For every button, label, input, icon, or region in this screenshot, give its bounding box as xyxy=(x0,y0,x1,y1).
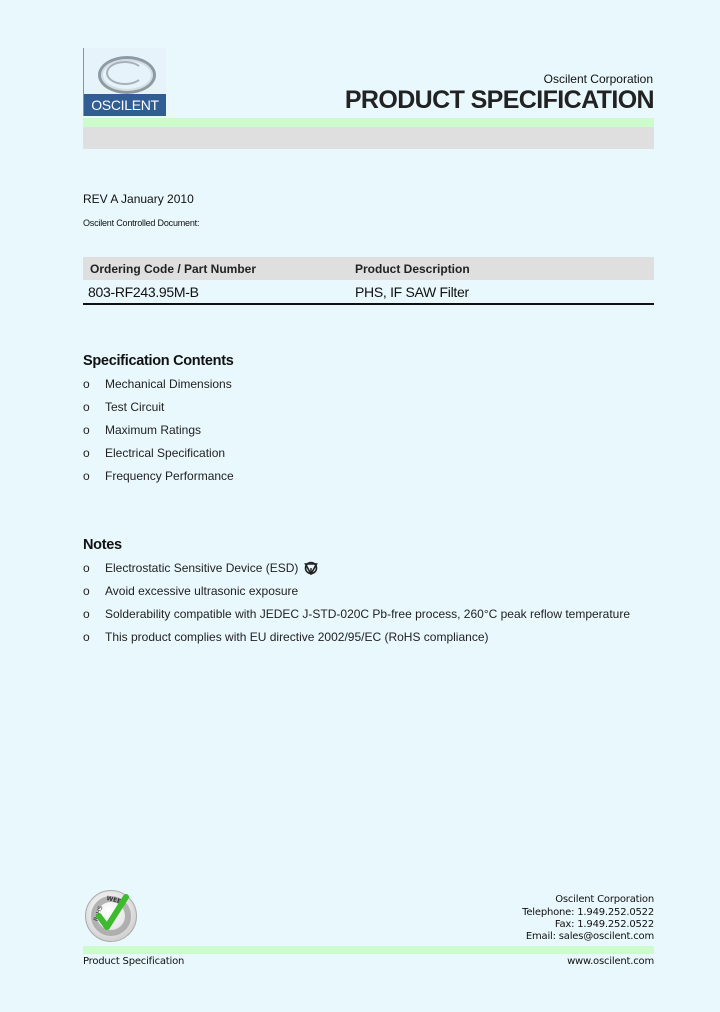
table-header-description: Product Description xyxy=(355,262,470,276)
contents-item-label: Mechanical Dimensions xyxy=(105,377,232,391)
notes-item xyxy=(83,630,489,644)
rohs-weee-compliant-badge xyxy=(85,890,137,942)
bullet: o xyxy=(83,446,90,460)
bullet: o xyxy=(83,561,90,575)
notes-item-label: Electrostatic Sensitive Device (ESD) xyxy=(105,561,299,575)
bullet: o xyxy=(83,584,90,598)
contents-item xyxy=(83,400,164,414)
contents-item-label: Test Circuit xyxy=(105,400,165,414)
checkmark-icon xyxy=(86,891,136,941)
bullet: o xyxy=(83,400,90,414)
company-name: Oscilent Corporation xyxy=(543,72,653,86)
notes-item xyxy=(83,561,318,575)
revision-text: REV A January 2010 xyxy=(83,192,194,206)
notes-item-label: Avoid excessive ultrasonic exposure xyxy=(105,584,299,598)
footer-green-band xyxy=(83,946,654,954)
bullet: o xyxy=(83,630,90,644)
footer-label: Product Specification xyxy=(83,956,185,967)
controlled-document-note: Oscilent Controlled Document: xyxy=(83,218,200,228)
contents-item-label: Electrical Specification xyxy=(105,446,226,460)
table-divider xyxy=(83,303,654,305)
contents-item xyxy=(83,377,232,391)
contents-item xyxy=(83,469,234,483)
bullet: o xyxy=(83,469,90,483)
contents-item xyxy=(83,423,201,437)
bullet: o xyxy=(83,423,90,437)
notes-item-label: This product complies with EU directive 2002/95/EC (RoHS compliance) xyxy=(105,630,489,644)
notes-item xyxy=(83,584,298,598)
contact-company: Oscilent Corporation xyxy=(555,894,654,905)
logo-ring-inner-icon xyxy=(106,61,144,85)
contents-heading: Specification Contents xyxy=(83,353,234,369)
bullet: o xyxy=(83,377,90,391)
table-header-part-number: Ordering Code / Part Number xyxy=(90,262,257,276)
product-description-value: PHS, IF SAW Filter xyxy=(355,284,469,300)
contact-fax: Fax: 1.949.252.0522 xyxy=(554,919,654,930)
contents-item xyxy=(83,446,225,460)
part-number-value: 803-RF243.95M-B xyxy=(88,284,199,300)
page-title: PRODUCT SPECIFICATION xyxy=(344,86,654,114)
contact-email[interactable]: Email: sales@oscilent.com xyxy=(525,931,654,942)
footer-website-link[interactable]: www.oscilent.com xyxy=(567,956,654,967)
notes-heading: Notes xyxy=(83,537,122,553)
header-green-band xyxy=(83,118,654,127)
notes-item-label: Solderability compatible with JEDEC J-STD-020C Pb-free process, 260°C peak reflow temperature xyxy=(105,607,631,621)
contents-item-label: Maximum Ratings xyxy=(105,423,202,437)
oscilent-logo xyxy=(83,48,166,116)
esd-warning-icon xyxy=(304,561,318,575)
contact-telephone: Telephone: 1.949.252.0522 xyxy=(522,907,654,918)
bullet: o xyxy=(83,607,90,621)
svg-text:WEEE: WEEE xyxy=(105,894,126,907)
notes-item xyxy=(83,607,630,621)
contents-item-label: Frequency Performance xyxy=(105,469,234,483)
header-gray-band xyxy=(83,127,654,149)
logo-text: OSCILENT xyxy=(84,94,166,116)
svg-text:RoHS: RoHS xyxy=(92,904,105,923)
